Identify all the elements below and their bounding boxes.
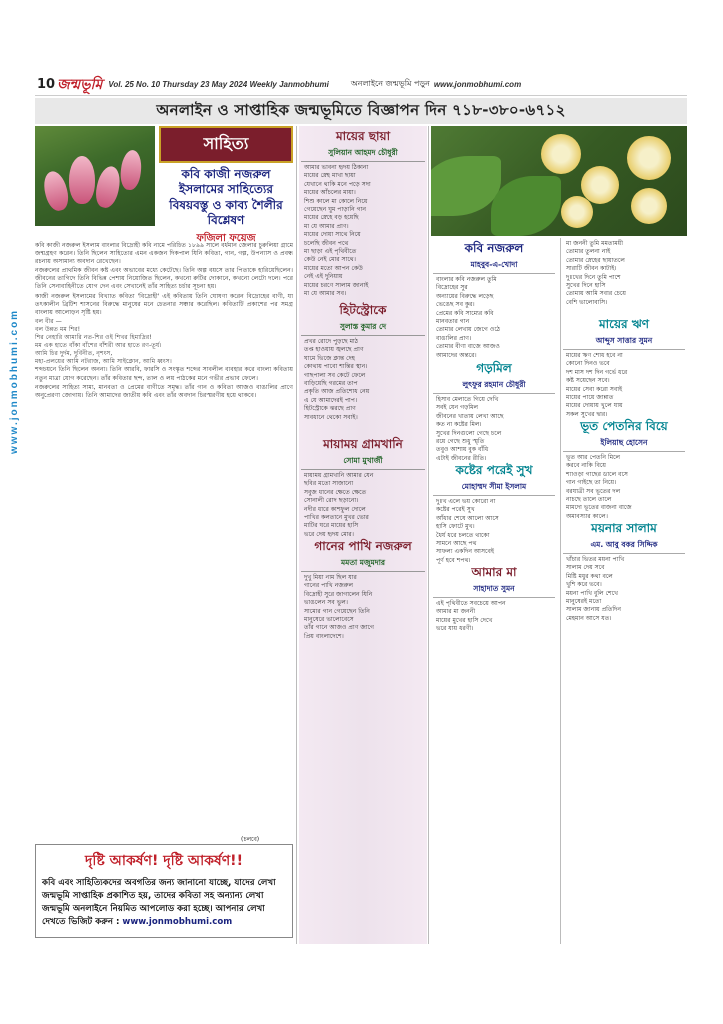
poem-line: মায়াময় গ্রামখানি আমার যেন [304,472,374,479]
poem-line: নেই এই দুনিয়ায় [304,273,343,281]
poem-line: হিটস্ট্রোকে ঝরছে প্রাণ [304,405,356,413]
poem-line: রয়ে গেছে শুধু স্মৃতি [436,438,485,446]
poem-line: মেহমান আসে যত। [566,614,612,622]
poem-author: এম. আবু বকর সিদ্দিক [563,540,685,554]
flower-image [431,126,687,236]
poem-line: সুখের দিনে হাসি [566,282,606,290]
poem-author: সাহাদাত সুমন [433,584,555,598]
poem-line: দুখু মিয়া নাম ছিল যার [304,574,357,581]
poem-author: আব্দুস সাত্তার সুমন [563,336,685,350]
poem-line: কষ্টের পরেই সুখ [436,506,475,514]
poem-line: সকল সুখের দ্বার। [566,410,608,418]
poem-author: সুলিয়ান আহমদ চৌধুরী [301,148,425,162]
poem-line: বেশি ভালোবাসি। [566,298,608,306]
poem-line: তোমার তুলনা নাই [566,248,611,256]
poem-line: যেখানে থাকি মনে পড়ে সদা [304,180,371,188]
poem [563,520,685,623]
poem-line: এটাই জীবনের রীতি। [436,454,487,462]
poem-line: সালাম জানায় প্রতিদিন [566,606,622,614]
paragraph: শব্দচয়নে তিনি ছিলেন অনন্য। তিনি আরবি, ফারসি ও সংস্কৃত শব্দের সাবলীল ব্যবহার করে বাংলা কবিতায় নতুন মাত্রা যোগ করেছেন। তাঁর কবিতার ছন্দ, তাল ও লয় পাঠকের মনে গভীর প্রভাব ফেলে। [35,366,293,382]
poem-line: ভরে যায় ধরণী। [436,625,474,633]
newspaper-page [9,74,687,954]
notice-title: দৃষ্টি আকর্ষণ! দৃষ্টি আকর্ষণ!! [85,853,243,869]
poem-line: অন্যায়ের বিরুদ্ধে লড়েছ [436,292,494,300]
poem-line: মা ছাড়া এই পৃথিবীতে [304,248,357,256]
poem-line: কত না কষ্টের মিল। [436,421,482,429]
issue-info: Vol. 25 No. 10 Thursday 23 May 2024 Weekly Janmobhumi [108,80,329,89]
poem-line: মা যে আমার প্রাণ। [304,222,349,230]
poem-author: লুৎফুর রহমান চৌধুরী [433,380,555,394]
poem-line: কোথায় পাবো শান্তির স্থান। [304,363,368,371]
poem-line: মায়ের মতো আপন কেউ [304,264,363,272]
poem-line: গেয়েছেন ঘুম পাড়ানি গান [304,206,367,214]
poem-line: সাফল্য একদিন আসবেই [436,548,495,556]
poem [563,240,685,307]
poem-line: মানুষেরে ভালোবেসে [304,616,354,624]
poem-line: কষ্ট সয়েছেন সবে। [566,377,610,385]
verse-line: আমি চির দুর্দম, দুর্বিনীত, নৃশংস, [35,350,113,358]
poem-line: ভরে দেয় হৃদয় মোর। [304,530,354,538]
poem-line: মায়ের আঁচলের মায়া। [304,189,356,197]
poem-line: বাড়িয়েছি গরমের তাপ [304,380,358,388]
online-read-label: অনলাইনে জন্মভূমি পড়ুন [350,79,430,88]
verse-line: মহা-প্রলয়ের আমি নটরাজ, আমি সাইক্লোন, আমি ধ্বংস। [35,358,172,366]
poem-author: সোমা মুখার্জী [301,456,425,470]
poem-line: সারাটি জীবন কাটাই। [566,265,617,273]
poem [433,240,555,360]
poem-lines [301,164,425,299]
article-body [35,242,293,401]
poem [301,538,425,641]
article-title: কবি কাজী নজরুল ইসলামের সাহিত্যের বিষয়বস্তু ও কাব্য শৈলীর বিশ্লেষণ [169,167,283,228]
poem-line: মায়ের সেবা করো সবাই [566,385,623,393]
notice-text: কবি এবং সাহিত্যিকদের অবগতির জন্য জানানো যাচ্ছে, যাদের লেখা জন্মভূমি সাপ্তাহিক প্রকাশিত হয়, তাদের কবিতা সহ অন্যান্য লেখা জন্মভূমি অনলাইনে নিয়মিত আপলোড করা হচ্ছে। আপনার লেখা দেখতে ভিজিট করুন : [42,878,276,927]
poem-line: সুখের দিনগুলো গেছে চলে [436,429,502,437]
poem-line: মায়ের চরণে সালাম জানাই [304,281,369,289]
poem-line: ভেঙেছ সব কুর। [436,301,475,309]
poem [433,564,555,634]
poem-lines [433,498,555,565]
poem-line: ভাঙলেন সব ভুল। [304,599,348,607]
poem-line: আঁধার শেষে আলো আসে [436,514,499,522]
poem-line: ভূত আর পেতনি মিলে [566,454,621,461]
website-link[interactable]: www.jonmobhumi.com [433,80,522,89]
poem-line: তোমার বীণা বাজে আজও [436,343,500,351]
lotus-image [35,126,155,226]
poem-line: মা জননী তুমি মমতাময়ী [566,240,623,247]
poem-line: ময়না পাখি বুলি শেখে [566,589,619,597]
poem-line: প্রখর রোদে পুড়ছে মাঠ [304,338,358,345]
poem-title: গড়মিল [476,361,512,375]
poem-line: মায়ের স্নেহ মাখা ছায়া [304,172,356,180]
paragraph: কাজী নজরুল ইসলামের বিখ্যাত কবিতা 'বিদ্রোহী' এই কবিতায় তিনি ঘোষণা করেন বিদ্রোহের বাণী, যা তৎকালীন ব্রিটিশ শাসনের বিরুদ্ধে মানুষের মনে চেতনার সঞ্চার করেছিল। কবিতাটি প্রকাশের পর সমগ্র বাংলায় আলোড়ন সৃষ্টি হয়। [35,292,293,316]
poem-author: ইলিয়াছ হোসেন [563,438,685,452]
poem-line: ধৈর্য ধরে চলতে থাকো [436,531,490,539]
poem-line: মায়ের দোয়া সাথে নিয়ে [304,231,361,239]
poem-author: মাহবুব-এ-খোদা [433,260,555,274]
poem-line: তাঁর গানে আজও প্রাণ জাগে [304,624,374,632]
vertical-website-url: www.jonmobhumi.com [9,308,20,454]
poem-title: মায়ের ঋণ [599,317,649,331]
poem-title: আমার মা [471,565,517,579]
poem-lines [301,574,425,641]
poem-title: কবি নজরুল [464,241,524,255]
poem-line: হিসাব মেলাতে গিয়ে দেখি [436,396,499,403]
poem-line: আমাদের অন্তরে। [436,351,477,359]
poem-line: অমাবস্যার কালে। [566,512,608,520]
poem-line: সোনালী রোদ ছড়ানো। [304,497,359,505]
poem-line: গান গাইছে তা নিয়ে। [566,479,617,487]
poem-lines [301,472,425,539]
paragraph: কবি কাজী নজরুল ইসলাম বাংলার বিদ্রোহী কবি নামে পরিচিত ১৮৯৯ সালে বর্ধমান জেলার চুরুলিয়া গ্রামে জন্মগ্রহণ করেন। তিনি ছিলেন সাহিত্যের এমন একজন দিকপাল যিনি কবিতা, গান, গল্প, উপন্যাস ও প্রবন্ধ রচনায় অসামান্য অবদান রেখেছেন। [35,242,293,266]
verse-block [35,318,293,367]
poem-line: এ যে আমাদেরই পাপ। [304,396,358,404]
poem-line: সবুজ ধানের ক্ষেতে ক্ষেতে [304,488,367,496]
verse-line: শির নেহারি আমারি নত-শির ওই শিখর হিমাদ্রির! [35,334,152,342]
poem-line: আমার ভাবনা হৃদয় ঠিকানা [304,164,369,171]
poem [433,360,555,463]
poem-line: পূর্ণ হবে শপথ। [436,556,471,564]
poem-lines [563,352,685,419]
page-header [35,74,687,96]
poem-line: মাটির ঘরে মায়ের হাসি [304,522,359,530]
paragraph: নজরুলের প্রাথমিক জীবন কষ্ট এবং অভাবের মধ্যে কেটেছে। তিনি অল্প বয়সে তার পিতাকে হারিয়েছিলেন। জীবনের তাগিদে তিনি বিভিন্ন পেশায় নিয়োজিত ছিলেন, কখনো রুটির দোকানে, কখনো লেটো দলে। পরে তিনি সেনাবাহিনীতে যোগ দেন এবং সেখানেই তাঁর সাহিত্য চর্চার সূচনা হয়। [35,267,293,291]
poem-line: তোমার স্নেহের ছায়াতলে [566,256,625,264]
poem-line: দুঃখের দিনে তুমি পাশে [566,273,621,281]
verse-line: বল বীর — [35,317,62,325]
poem-lines [563,556,685,623]
poem-line: সাম্যের গান গেয়েছেন তিনি [304,607,370,615]
poem-line: তোমায় আমি সবার চেয়ে [566,290,626,298]
poem-line: করবে নাকি বিয়ে [566,462,606,470]
poem-lines [433,600,555,634]
poem [563,316,685,419]
poem-line: মা যে আমার সব। [304,290,347,298]
right-poem-column-b [561,238,687,938]
notice-body [42,877,286,929]
poem-line: বাংলার কবি নজরুল তুমি [436,276,497,283]
lead-article-column [35,126,293,927]
poem-line: গাছপালা সব কেটে ফেলে [304,371,366,379]
poem-line: দুঃখ এলে ভয় কোরো না [436,498,496,505]
poem-line: মায়ের পায়ে জান্নাত [566,394,614,402]
poem-lines [301,338,425,422]
poem-line: মিষ্টি মধুর কথা বলে [566,572,613,580]
poem-author: মোহাম্মদ সীমা ইসলাম [433,482,555,496]
poem-line: সালাম দেয় সবে [566,564,605,572]
poem-lines [433,276,555,360]
poem-line: ঘামে ভিজে ক্লান্ত দেহ [304,354,355,362]
poem-title: কষ্টের পরেই সুখ [455,463,533,477]
poem-line: সাবধানে থেকো সবাই। [304,413,358,421]
poem-author: মমতা মজুমদার [301,558,425,572]
poem-title: ময়নার সালাম [591,521,657,535]
poem-line: মায়ের মুখের হাসি দেখে [436,616,493,624]
poem [301,128,425,299]
poem [301,302,425,422]
middle-poem-column [299,126,427,944]
poem [563,418,685,521]
paragraph: নজরুলের সাহিত্য সাম্য, মানবতা ও প্রেমের বাণীতে সমৃদ্ধ। তাঁর গান ও কবিতা আজও বাঙালির প্রাণে অনুপ্রেরণা জোগায়। তিনি আমাদের জাতীয় কবি এবং তাঁর অবদান চিরস্মরণীয় হয়ে থাকবে। [35,383,293,399]
poem-line: শ্যাওড়া গাছের ডালে বসে [566,470,628,478]
column-divider [296,126,297,944]
poem-line: এই পৃথিবীতে সবচেয়ে আপন [436,600,506,607]
verse-line: বল উন্নত মম শির! [35,325,81,333]
continued-marker: (চলবে) [241,836,260,843]
poem [433,462,555,565]
poem-line: বিদ্রোহী সুরে জাগালেন যিনি [304,590,373,598]
poem-title: ভূত পেতনির বিয়ে [580,419,668,433]
poem [301,436,425,539]
lead-article-header [159,126,293,245]
poem-line: নাচছে তালে তালে [566,496,612,504]
poem-line: মায়ের ঋণ শোধ হবে না [566,352,623,359]
poem-line: জীবনের খাতায় লেখা আছে [436,412,504,420]
ad-banner: অনলাইন ও সাপ্তাহিক জন্মভূমিতে বিজ্ঞাপন দিন ৭১৮-৩৮০-৬৭১২ [35,98,687,124]
poem-line: গানের পাখি নজরুল [304,582,354,590]
poem-line: মায়ের স্নেহে বড় হয়েছি [304,214,359,222]
section-title: সাহিত্য [159,126,293,163]
poem-line: তপ্ত হাওয়ায় জ্বলছে প্রাণ [304,346,364,354]
right-poem-column-a [431,238,559,938]
poem-line: হাসি ফোটে মুখ। [436,523,475,531]
article-author: ফজিলা ফয়েজ [196,233,256,245]
poem-title: গানের পাখি নজরুল [314,539,412,553]
poem-line: বরযাত্রী সব ভূতের দল [566,487,621,495]
page-number: 10 [36,77,56,92]
poem-title: মায়ের ছায়া [335,129,391,143]
poem-line: বিদ্রোহের সুর [436,284,468,292]
poem-line: তবুও আশায় বুক বাঁধি [436,446,489,454]
poem-line: আমার মা জননী [436,608,476,616]
poem-lines [433,396,555,463]
poem-line: পাখির কলতানে মুখর ভোর [304,514,369,522]
poem-line: কোনো দিনও ভবে [566,360,610,368]
verse-line: মম এক হাতে বাঁকা বাঁশের বাঁশরী আর হাতে রণ-তূর্য। [35,342,162,350]
poem-line: মানবতার গান [436,318,470,326]
poem-line: শিশু কালে মা কোলে নিয়ে [304,197,368,205]
notice-box [35,844,293,938]
poem-lines [563,454,685,521]
poem-line: মানুষেরই মতো [566,598,602,606]
newspaper-logo: জন্মভূমি [57,76,103,93]
poem-line: নদীর ধারে কাশফুল দোলে [304,505,366,513]
poem-title: হিটস্ট্রোকে [339,303,387,317]
poem-line: খাঁচার ভিতর ময়না পাখি [566,556,625,563]
poem-line: সবই যেন গড়মিল [436,404,479,412]
poem-line: চলেছি জীবন পথে [304,239,349,247]
poem-line: মায়ের দোয়ায় খুলে যায় [566,402,623,410]
poem-line: ছবির মতো সাজানো [304,480,354,488]
poem-line: সামনে আছে পথ [436,540,477,548]
poem-line: কেউ নেই মোর সাথে। [304,256,356,264]
poem-line: দশ মাস দশ দিন গর্ভে ধরে [566,368,628,376]
poem-line: প্রকৃতি আজ প্রতিশোধ নেয় [304,388,370,396]
notice-url[interactable]: www.jonmobhumi.com [122,917,233,927]
poem-line: বাঙালির প্রাণ। [436,334,472,342]
poem-title: মায়াময় গ্রামখানি [323,437,403,451]
poem-line: প্রিয় বাংলাদেশে। [304,632,344,640]
poem-line: মামদো ভূতের বাজনা বাজে [566,504,632,512]
poem-line: খুশি করে ভবে। [566,581,602,589]
poem-line: প্রেমের কবি সাম্যের কবি [436,309,494,317]
column-divider [428,126,429,944]
poem-author: সুলাস্ত কুমার দে [301,322,425,336]
poem-lines [563,240,685,307]
poem-line: তোমার লেখায় জেগে ওঠে [436,326,501,334]
